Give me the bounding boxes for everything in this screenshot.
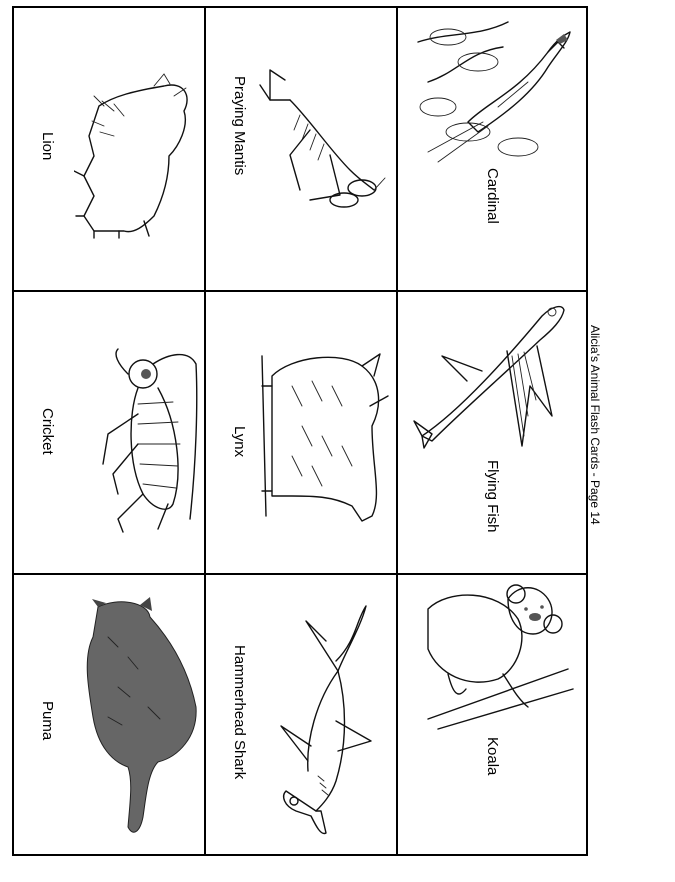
- flash-card-cardinal: [398, 8, 586, 290]
- flash-card-lynx: [206, 292, 396, 573]
- flash-card-cricket: [14, 292, 204, 573]
- card-label: Koala: [484, 737, 501, 776]
- card-label: Flying Fish: [484, 460, 501, 533]
- lion-drawing-icon: [74, 66, 194, 241]
- card-label: Hammerhead Shark: [231, 645, 248, 780]
- card-label: Lion: [39, 132, 56, 161]
- cricket-drawing-icon: [98, 344, 198, 534]
- card-label: Cricket: [39, 408, 56, 455]
- flash-card-flying-fish: [398, 292, 586, 573]
- grid-line: [12, 854, 588, 856]
- lynx-drawing-icon: [252, 346, 392, 526]
- cardinal-drawing-icon: [408, 12, 578, 172]
- grid-line: [586, 6, 588, 856]
- puma-drawing-icon: [78, 597, 198, 842]
- card-label: Lynx: [231, 426, 248, 458]
- praying-mantis-drawing-icon: [250, 60, 390, 210]
- page-title: Alicia's Animal Flash Cards - Page 14: [588, 325, 602, 525]
- card-label: Cardinal: [484, 168, 501, 224]
- flash-card-praying-mantis: [206, 8, 396, 290]
- flash-card-lion: [14, 8, 204, 290]
- card-label: Praying Mantis: [231, 76, 248, 176]
- flash-card-puma: [14, 575, 204, 854]
- flash-card-koala: [398, 575, 586, 854]
- hammerhead-shark-drawing-icon: [276, 601, 386, 841]
- flying-fish-drawing-icon: [412, 296, 572, 456]
- card-label: Puma: [39, 701, 56, 741]
- koala-drawing-icon: [408, 579, 578, 734]
- flash-card-hammerhead-shark: [206, 575, 396, 854]
- flash-card-sheet: [12, 6, 588, 856]
